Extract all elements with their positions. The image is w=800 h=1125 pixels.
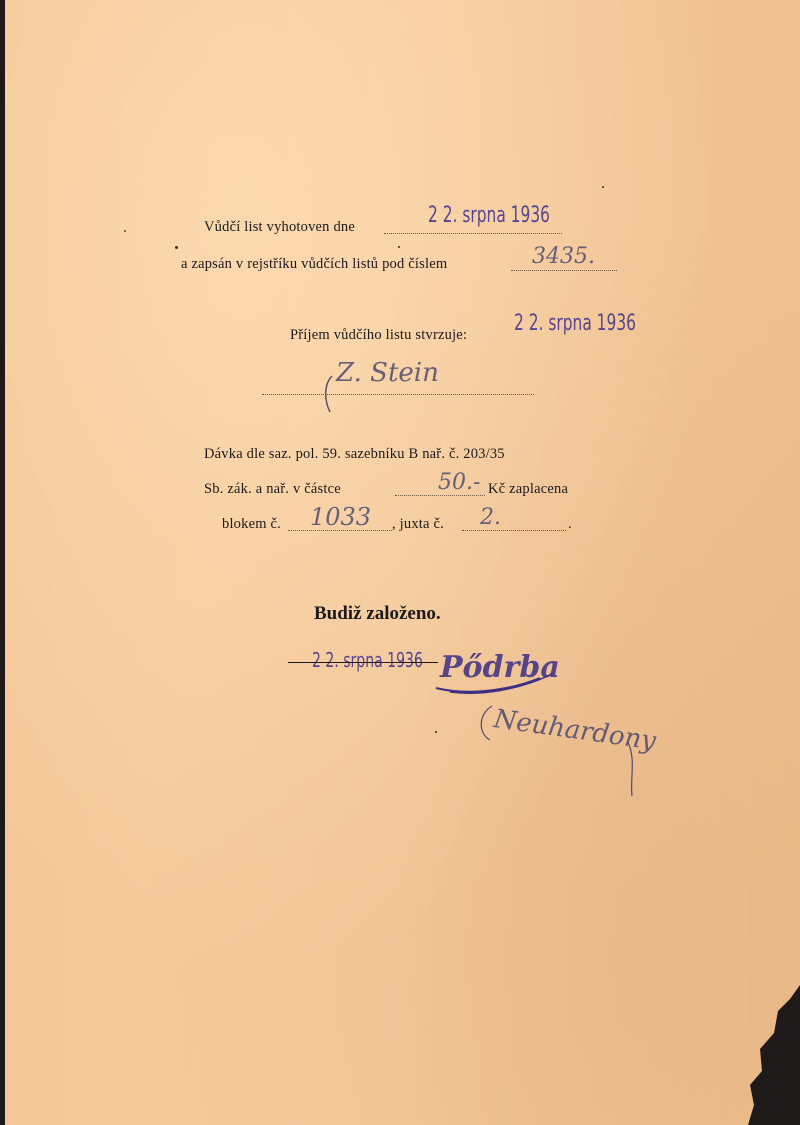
paper-speck — [602, 186, 604, 188]
line-block — [222, 516, 281, 533]
date-stamp-receipt: 2 2. srpna 1936 — [514, 311, 636, 336]
paper-speck — [398, 246, 400, 248]
second-signature: Neuhardony — [491, 704, 658, 757]
paper-speck — [175, 246, 178, 249]
block-label: blokem č. — [222, 516, 281, 532]
register-dots — [511, 270, 617, 271]
block-number: 1033 — [310, 503, 372, 531]
receiver-signature: Z. Stein — [336, 358, 439, 388]
amount-suffix-label: Kč zaplacena — [488, 481, 569, 497]
line-issued-on — [204, 219, 355, 236]
juxta-label: , juxta č. — [392, 516, 444, 532]
amount-dots — [395, 495, 485, 496]
strike-line — [288, 662, 438, 663]
fee-label: Dávka dle saz. pol. 59. sazebníku B nař. č. 203/35 — [204, 446, 505, 462]
torn-corner — [740, 985, 800, 1125]
line-amount-suffix — [488, 481, 568, 498]
line-fee — [204, 446, 505, 463]
register-number: 3435. — [532, 244, 595, 269]
second-signature-strokes — [470, 700, 650, 800]
issued-on-dots — [384, 233, 562, 234]
register-label: a zapsán v rejstříku vůdčích listů pod číslem — [181, 256, 448, 272]
juxta-number: 2. — [480, 505, 501, 530]
line-juxta — [392, 516, 444, 533]
issued-on-label: Vůdčí list vyhotoven dne — [204, 219, 355, 235]
date-stamp-filed: 2 2. srpna 1936 — [312, 648, 423, 672]
paper-speck — [124, 230, 126, 232]
amount-value: 50.- — [438, 470, 481, 495]
date-stamp-issued: 2 2. srpna 1936 — [428, 203, 550, 228]
juxta-dots — [462, 530, 566, 531]
receiver-bracket — [318, 374, 338, 414]
paper-left-edge — [0, 0, 5, 1125]
end-dot: . — [568, 516, 572, 532]
official-signature-flourish — [430, 668, 560, 698]
paper-speck — [435, 731, 437, 733]
line-register — [181, 256, 447, 273]
heading-filed: Budiž založeno. — [314, 603, 441, 624]
receipt-label: Příjem vůdčího listu stvrzuje: — [290, 327, 468, 343]
receiver-signature-dots — [262, 394, 534, 395]
line-receipt — [290, 327, 467, 344]
line-end-dot — [568, 516, 572, 533]
official-signature: Pődrba — [440, 650, 560, 685]
amount-label: Sb. zák. a nař. v částce — [204, 481, 341, 497]
line-amount — [204, 481, 341, 498]
